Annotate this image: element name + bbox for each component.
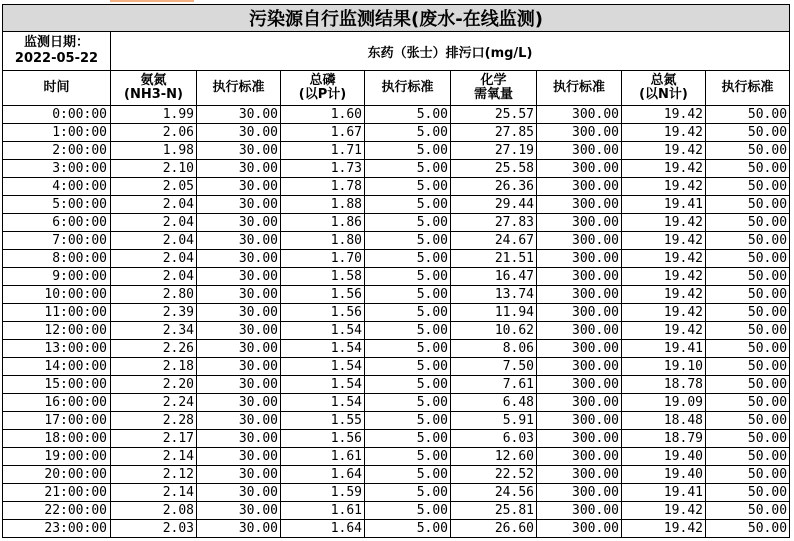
value-cell: 300.00 (537, 196, 622, 214)
time-cell: 2:00:00 (3, 142, 111, 160)
value-cell: 2.04 (111, 232, 197, 250)
time-cell: 18:00:00 (3, 430, 111, 448)
value-cell: 19.42 (622, 322, 706, 340)
value-cell: 2.05 (111, 178, 197, 196)
station-name: 东药（张士）排污口(mg/L) (111, 32, 790, 71)
value-cell: 50.00 (706, 106, 790, 124)
table-row (3, 286, 790, 304)
value-cell: 8.06 (451, 340, 537, 358)
value-cell: 26.36 (451, 178, 537, 196)
value-cell: 5.91 (451, 412, 537, 430)
column-header: 执行标准 (197, 71, 281, 106)
value-cell: 1.60 (281, 106, 365, 124)
value-cell: 19.42 (622, 160, 706, 178)
value-cell: 18.78 (622, 376, 706, 394)
value-cell: 5.00 (365, 376, 451, 394)
time-cell: 6:00:00 (3, 214, 111, 232)
value-cell: 5.00 (365, 358, 451, 376)
value-cell: 24.67 (451, 232, 537, 250)
value-cell: 5.00 (365, 484, 451, 502)
value-cell: 19.42 (622, 268, 706, 286)
value-cell: 5.00 (365, 214, 451, 232)
time-cell: 20:00:00 (3, 466, 111, 484)
value-cell: 2.04 (111, 214, 197, 232)
value-cell: 50.00 (706, 268, 790, 286)
table-row (3, 250, 790, 268)
value-cell: 1.64 (281, 520, 365, 538)
value-cell: 30.00 (197, 322, 281, 340)
value-cell: 30.00 (197, 196, 281, 214)
table-row (3, 520, 790, 538)
table-row (3, 484, 790, 502)
value-cell: 30.00 (197, 124, 281, 142)
value-cell: 5.00 (365, 124, 451, 142)
time-cell: 10:00:00 (3, 286, 111, 304)
value-cell: 5.00 (365, 502, 451, 520)
value-cell: 50.00 (706, 376, 790, 394)
value-cell: 30.00 (197, 394, 281, 412)
value-cell: 1.59 (281, 484, 365, 502)
value-cell: 19.42 (622, 142, 706, 160)
value-cell: 2.34 (111, 322, 197, 340)
column-header: 执行标准 (365, 71, 451, 106)
value-cell: 18.48 (622, 412, 706, 430)
table-row (3, 268, 790, 286)
header-row (3, 71, 790, 106)
value-cell: 2.18 (111, 358, 197, 376)
value-cell: 19.09 (622, 394, 706, 412)
value-cell: 50.00 (706, 412, 790, 430)
selection-indicator (110, 0, 194, 2)
value-cell: 5.00 (365, 196, 451, 214)
value-cell: 1.71 (281, 142, 365, 160)
value-cell: 25.81 (451, 502, 537, 520)
value-cell: 300.00 (537, 250, 622, 268)
value-cell: 300.00 (537, 160, 622, 178)
value-cell: 16.47 (451, 268, 537, 286)
value-cell: 1.56 (281, 286, 365, 304)
value-cell: 300.00 (537, 412, 622, 430)
time-cell: 8:00:00 (3, 250, 111, 268)
value-cell: 50.00 (706, 430, 790, 448)
value-cell: 50.00 (706, 232, 790, 250)
value-cell: 19.42 (622, 502, 706, 520)
value-cell: 50.00 (706, 502, 790, 520)
value-cell: 30.00 (197, 358, 281, 376)
value-cell: 30.00 (197, 376, 281, 394)
value-cell: 2.26 (111, 340, 197, 358)
value-cell: 5.00 (365, 448, 451, 466)
table-row (3, 340, 790, 358)
value-cell: 6.03 (451, 430, 537, 448)
value-cell: 29.44 (451, 196, 537, 214)
value-cell: 5.00 (365, 394, 451, 412)
value-cell: 1.78 (281, 178, 365, 196)
value-cell: 50.00 (706, 178, 790, 196)
time-cell: 15:00:00 (3, 376, 111, 394)
column-header: 执行标准 (706, 71, 790, 106)
value-cell: 2.04 (111, 268, 197, 286)
value-cell: 19.10 (622, 358, 706, 376)
value-cell: 30.00 (197, 304, 281, 322)
value-cell: 1.61 (281, 448, 365, 466)
time-cell: 5:00:00 (3, 196, 111, 214)
value-cell: 1.56 (281, 304, 365, 322)
column-header: 执行标准 (537, 71, 622, 106)
value-cell: 300.00 (537, 394, 622, 412)
time-cell: 1:00:00 (3, 124, 111, 142)
value-cell: 2.80 (111, 286, 197, 304)
value-cell: 19.42 (622, 520, 706, 538)
value-cell: 5.00 (365, 304, 451, 322)
table-row (3, 304, 790, 322)
value-cell: 1.73 (281, 160, 365, 178)
value-cell: 5.00 (365, 178, 451, 196)
value-cell: 300.00 (537, 322, 622, 340)
date-value: 2022-05-22 (14, 51, 99, 66)
value-cell: 30.00 (197, 484, 281, 502)
value-cell: 300.00 (537, 124, 622, 142)
value-cell: 27.83 (451, 214, 537, 232)
monitoring-date (3, 32, 111, 71)
value-cell: 5.00 (365, 250, 451, 268)
value-cell: 50.00 (706, 214, 790, 232)
value-cell: 5.00 (365, 340, 451, 358)
value-cell: 30.00 (197, 340, 281, 358)
time-cell: 0:00:00 (3, 106, 111, 124)
value-cell: 7.50 (451, 358, 537, 376)
value-cell: 30.00 (197, 106, 281, 124)
value-cell: 50.00 (706, 250, 790, 268)
value-cell: 30.00 (197, 466, 281, 484)
value-cell: 300.00 (537, 340, 622, 358)
value-cell: 18.79 (622, 430, 706, 448)
table-row (3, 430, 790, 448)
value-cell: 300.00 (537, 358, 622, 376)
value-cell: 19.42 (622, 124, 706, 142)
value-cell: 1.88 (281, 196, 365, 214)
value-cell: 5.00 (365, 142, 451, 160)
value-cell: 12.60 (451, 448, 537, 466)
value-cell: 25.57 (451, 106, 537, 124)
value-cell: 300.00 (537, 502, 622, 520)
time-cell: 13:00:00 (3, 340, 111, 358)
time-cell: 19:00:00 (3, 448, 111, 466)
value-cell: 7.61 (451, 376, 537, 394)
value-cell: 2.17 (111, 430, 197, 448)
table-row (3, 466, 790, 484)
value-cell: 30.00 (197, 430, 281, 448)
value-cell: 5.00 (365, 430, 451, 448)
value-cell: 2.24 (111, 394, 197, 412)
table-row (3, 160, 790, 178)
value-cell: 19.41 (622, 196, 706, 214)
value-cell: 30.00 (197, 178, 281, 196)
value-cell: 50.00 (706, 304, 790, 322)
value-cell: 30.00 (197, 160, 281, 178)
time-cell: 17:00:00 (3, 412, 111, 430)
value-cell: 5.00 (365, 106, 451, 124)
time-cell: 16:00:00 (3, 394, 111, 412)
value-cell: 300.00 (537, 142, 622, 160)
value-cell: 30.00 (197, 232, 281, 250)
time-cell: 12:00:00 (3, 322, 111, 340)
value-cell: 27.19 (451, 142, 537, 160)
value-cell: 1.61 (281, 502, 365, 520)
value-cell: 19.41 (622, 484, 706, 502)
value-cell: 5.00 (365, 232, 451, 250)
value-cell: 30.00 (197, 412, 281, 430)
value-cell: 50.00 (706, 394, 790, 412)
column-header: 氨氮 (NH3-N) (111, 71, 197, 106)
monitoring-table (2, 4, 790, 538)
value-cell: 1.55 (281, 412, 365, 430)
table-row (3, 358, 790, 376)
value-cell: 30.00 (197, 448, 281, 466)
table-row (3, 502, 790, 520)
value-cell: 2.08 (111, 502, 197, 520)
value-cell: 50.00 (706, 124, 790, 142)
value-cell: 300.00 (537, 232, 622, 250)
time-cell: 11:00:00 (3, 304, 111, 322)
column-header: 时间 (3, 71, 111, 106)
value-cell: 5.00 (365, 160, 451, 178)
value-cell: 1.67 (281, 124, 365, 142)
table-row (3, 412, 790, 430)
value-cell: 11.94 (451, 304, 537, 322)
value-cell: 50.00 (706, 322, 790, 340)
date-label: 监测日期： (23, 35, 89, 50)
value-cell: 1.86 (281, 214, 365, 232)
time-cell: 22:00:00 (3, 502, 111, 520)
value-cell: 10.62 (451, 322, 537, 340)
value-cell: 19.42 (622, 232, 706, 250)
table-row (3, 232, 790, 250)
value-cell: 30.00 (197, 268, 281, 286)
value-cell: 300.00 (537, 268, 622, 286)
value-cell: 2.03 (111, 520, 197, 538)
value-cell: 50.00 (706, 196, 790, 214)
table-title: 污染源自行监测结果(废水-在线监测) (3, 5, 790, 32)
value-cell: 50.00 (706, 358, 790, 376)
value-cell: 30.00 (197, 520, 281, 538)
value-cell: 300.00 (537, 178, 622, 196)
value-cell: 300.00 (537, 214, 622, 232)
value-cell: 2.04 (111, 250, 197, 268)
time-cell: 21:00:00 (3, 484, 111, 502)
value-cell: 300.00 (537, 484, 622, 502)
value-cell: 300.00 (537, 106, 622, 124)
value-cell: 50.00 (706, 286, 790, 304)
value-cell: 30.00 (197, 502, 281, 520)
table-row (3, 178, 790, 196)
value-cell: 22.52 (451, 466, 537, 484)
time-cell: 14:00:00 (3, 358, 111, 376)
value-cell: 30.00 (197, 286, 281, 304)
value-cell: 1.99 (111, 106, 197, 124)
value-cell: 30.00 (197, 214, 281, 232)
value-cell: 1.64 (281, 466, 365, 484)
table-row (3, 322, 790, 340)
value-cell: 1.98 (111, 142, 197, 160)
value-cell: 26.60 (451, 520, 537, 538)
value-cell: 300.00 (537, 430, 622, 448)
value-cell: 5.00 (365, 286, 451, 304)
value-cell: 21.51 (451, 250, 537, 268)
value-cell: 2.04 (111, 196, 197, 214)
column-header: 总磷 (以P计) (281, 71, 365, 106)
value-cell: 50.00 (706, 142, 790, 160)
value-cell: 5.00 (365, 268, 451, 286)
value-cell: 2.06 (111, 124, 197, 142)
value-cell: 24.56 (451, 484, 537, 502)
value-cell: 19.42 (622, 178, 706, 196)
value-cell: 19.42 (622, 286, 706, 304)
value-cell: 27.85 (451, 124, 537, 142)
value-cell: 2.28 (111, 412, 197, 430)
value-cell: 2.20 (111, 376, 197, 394)
value-cell: 19.40 (622, 448, 706, 466)
value-cell: 19.42 (622, 214, 706, 232)
time-cell: 9:00:00 (3, 268, 111, 286)
value-cell: 50.00 (706, 484, 790, 502)
table-row (3, 196, 790, 214)
value-cell: 2.14 (111, 484, 197, 502)
value-cell: 2.14 (111, 448, 197, 466)
time-cell: 3:00:00 (3, 160, 111, 178)
value-cell: 19.41 (622, 340, 706, 358)
time-cell: 7:00:00 (3, 232, 111, 250)
table-row (3, 394, 790, 412)
value-cell: 1.54 (281, 322, 365, 340)
value-cell: 6.48 (451, 394, 537, 412)
value-cell: 19.42 (622, 250, 706, 268)
value-cell: 25.58 (451, 160, 537, 178)
value-cell: 300.00 (537, 466, 622, 484)
table-row (3, 106, 790, 124)
value-cell: 1.54 (281, 376, 365, 394)
value-cell: 50.00 (706, 160, 790, 178)
value-cell: 2.12 (111, 466, 197, 484)
value-cell: 1.70 (281, 250, 365, 268)
value-cell: 1.54 (281, 358, 365, 376)
value-cell: 300.00 (537, 376, 622, 394)
value-cell: 19.42 (622, 106, 706, 124)
value-cell: 1.80 (281, 232, 365, 250)
value-cell: 5.00 (365, 322, 451, 340)
table-row (3, 214, 790, 232)
value-cell: 19.40 (622, 466, 706, 484)
value-cell: 1.54 (281, 340, 365, 358)
value-cell: 300.00 (537, 286, 622, 304)
value-cell: 1.54 (281, 394, 365, 412)
value-cell: 300.00 (537, 520, 622, 538)
column-header: 总氮 (以N计) (622, 71, 706, 106)
value-cell: 300.00 (537, 448, 622, 466)
value-cell: 50.00 (706, 340, 790, 358)
value-cell: 50.00 (706, 520, 790, 538)
table-row (3, 376, 790, 394)
table-row (3, 448, 790, 466)
value-cell: 30.00 (197, 250, 281, 268)
value-cell: 1.58 (281, 268, 365, 286)
value-cell: 1.56 (281, 430, 365, 448)
column-header: 化学 需氧量 (451, 71, 537, 106)
value-cell: 50.00 (706, 466, 790, 484)
value-cell: 300.00 (537, 304, 622, 322)
time-cell: 23:00:00 (3, 520, 111, 538)
value-cell: 50.00 (706, 448, 790, 466)
time-cell: 4:00:00 (3, 178, 111, 196)
value-cell: 2.39 (111, 304, 197, 322)
table-row (3, 124, 790, 142)
value-cell: 30.00 (197, 142, 281, 160)
value-cell: 5.00 (365, 412, 451, 430)
value-cell: 19.42 (622, 304, 706, 322)
table-row (3, 142, 790, 160)
value-cell: 5.00 (365, 520, 451, 538)
value-cell: 2.10 (111, 160, 197, 178)
value-cell: 13.74 (451, 286, 537, 304)
value-cell: 5.00 (365, 466, 451, 484)
